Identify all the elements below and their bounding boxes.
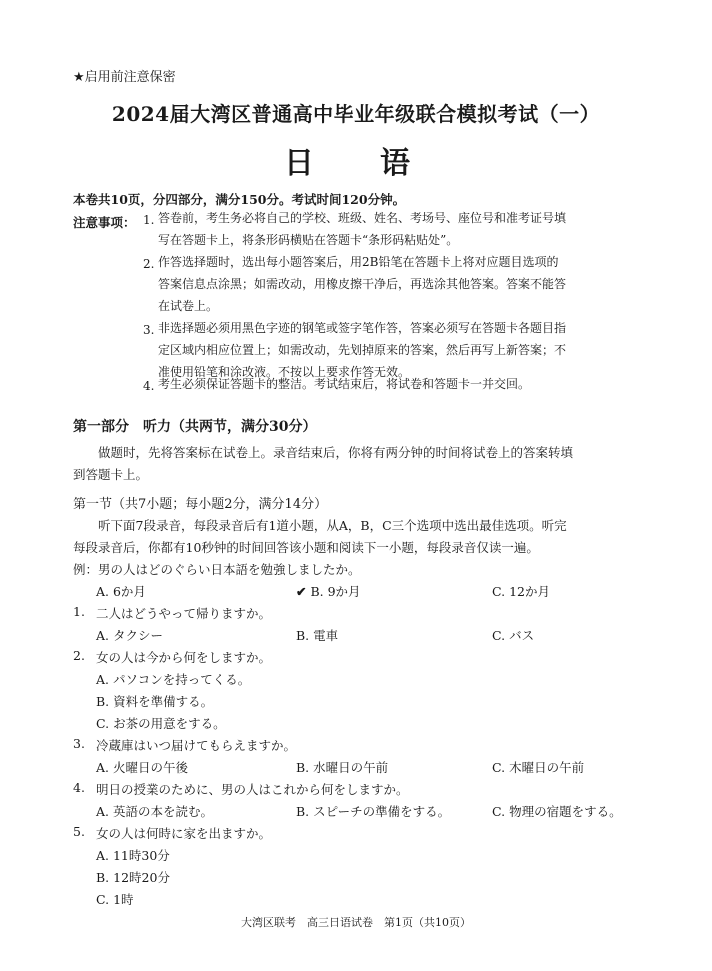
question-1-option-c: C. バス	[492, 628, 535, 643]
subject-title: 日 语	[284, 146, 428, 181]
section1-heading: 第一节（共7小题；每小题2分，满分14分）	[73, 497, 328, 512]
notice-item-3-line-1: 非选择题必须用黑色字迹的钢笔或签字笔作答，答案必须写在答题卡各题目指	[158, 321, 567, 335]
question-1-text: 二人はどうやって帰りますか。	[96, 606, 272, 621]
part1-intro-line-1: 做题时，先将答案标在试卷上。录音结束后，你将有两分钟的时间将试卷上的答案转填	[98, 445, 574, 460]
notice-item-2-line-3: 在试卷上。	[158, 299, 219, 313]
part1-heading: 第一部分 听力（共两节，满分30分）	[73, 419, 317, 435]
question-3-text: 冷蔵庫はいつ届けてもらえますか。	[96, 738, 297, 753]
notice-item-4-line-1: 考生必须保证答题卡的整洁。考试结束后，将试卷和答题卡一并交回。	[158, 377, 531, 391]
question-5-text: 女の人は何時に家を出ますか。	[96, 826, 272, 841]
question-3-option-a: A. 火曜日の午後	[96, 760, 188, 775]
question-5-option-c: C. 1時	[96, 892, 134, 907]
notice-item-2-line-2: 答案信息点涂黑；如需改动，用橡皮擦干净后，再选涂其他答案。答案不能答	[158, 277, 567, 291]
question-2-text: 女の人は今から何をしますか。	[96, 650, 272, 665]
question-4-number: 4.	[73, 780, 85, 795]
notice-item-2	[158, 251, 566, 317]
question-4-option-a: A. 英語の本を読む。	[96, 804, 213, 819]
check-mark-icon: ✔	[296, 584, 307, 599]
notice-label: 注意事项：	[73, 215, 136, 230]
example-option-c: C. 12か月	[492, 584, 550, 599]
section1-intro-line-2: 每段录音后，你都有10秒钟的时间回答该小题和阅读下一小题，每段录音仅读一遍。	[73, 540, 539, 555]
question-5-option-a: A. 11時30分	[96, 848, 170, 863]
question-2-option-a: A. パソコンを持ってくる。	[96, 672, 251, 687]
notice-item-3-line-2: 定区域内相应位置上；如需改动，先划掉原来的答案，然后再写上新答案；不	[158, 343, 567, 357]
question-2-option-b: B. 資料を準備する。	[96, 694, 214, 709]
example-option-b	[296, 582, 361, 600]
confidential-notice: ★启用前注意保密	[73, 70, 176, 85]
question-4-option-c: C. 物理の宿題をする。	[492, 804, 622, 819]
notice-item-1-line-1: 答卷前，考生务必将自己的学校、班级、姓名、考场号、座位号和准考证号填	[158, 211, 567, 225]
notice-item-1	[158, 207, 566, 251]
question-1-option-a: A. タクシー	[96, 628, 163, 643]
notice-item-1-line-2: 写在答题卡上，将条形码横贴在答题卡“条形码粘贴处”。	[158, 233, 459, 247]
question-2-number: 2.	[73, 648, 85, 663]
notice-item-4	[158, 373, 530, 395]
example-option-b-label: B. 9か月	[310, 584, 361, 599]
question-3-option-c: C. 木曜日の午前	[492, 760, 585, 775]
question-4-text: 明日の授業のために、男の人はこれから何をしますか。	[96, 782, 409, 797]
part1-intro-line-2: 到答题卡上。	[73, 467, 149, 482]
question-3-option-b: B. 水曜日の午前	[296, 760, 389, 775]
exam-title: 2024届大湾区普通高中毕业年级联合模拟考试（一）	[111, 102, 601, 126]
notice-item-2-line-1: 作答选择题时，选出每小题答案后，用2B铅笔在答题卡上将对应题目选项的	[158, 255, 559, 269]
notice-item-3-line-3: 准使用铅笔和涂改液。不按以上要求作答无效。	[158, 365, 411, 379]
question-4-option-b: B. スピーチの準備をする。	[296, 804, 451, 819]
question-2-option-c: C. お茶の用意をする。	[96, 716, 226, 731]
notice-item-3-number: 3.	[143, 323, 155, 337]
question-1-option-b: B. 電車	[296, 628, 339, 643]
section1-intro-line-1: 听下面7段录音，每段录音后有1道小题，从A，B，C三个选项中选出最佳选项。听完	[98, 518, 567, 533]
example-option-a: A. 6か月	[96, 584, 146, 599]
question-3-number: 3.	[73, 736, 85, 751]
notice-item-1-number: 1.	[143, 213, 155, 227]
example-question: 例：男の人はどのぐらい日本語を勉強しましたか。	[73, 562, 361, 577]
question-5-option-b: B. 12時20分	[96, 870, 170, 885]
page-footer: 大湾区联考 高三日语试卷 第1页（共10页）	[241, 916, 471, 929]
notice-item-4-number: 4.	[143, 379, 155, 393]
question-5-number: 5.	[73, 824, 85, 839]
question-1-number: 1.	[73, 604, 85, 619]
exam-overview: 本卷共10页，分四部分，满分150分。考试时间120分钟。	[73, 192, 406, 207]
notice-item-2-number: 2.	[143, 257, 155, 271]
